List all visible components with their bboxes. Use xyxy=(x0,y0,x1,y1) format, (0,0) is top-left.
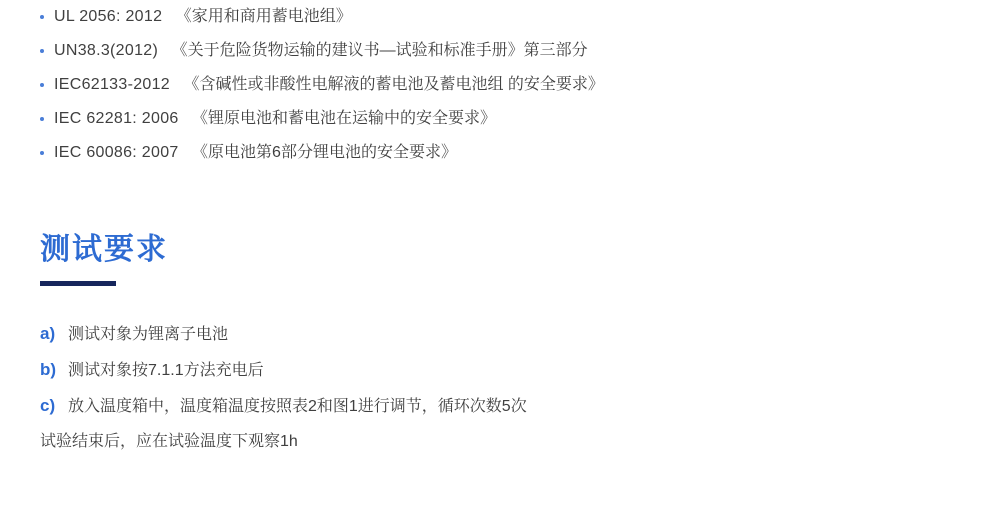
bullet-icon xyxy=(40,151,44,155)
standard-code: IEC62133-2012 xyxy=(54,76,170,93)
bullet-icon xyxy=(40,15,44,19)
standard-code: IEC 60086: 2007 xyxy=(54,144,179,161)
bullet-icon xyxy=(40,83,44,87)
requirement-item xyxy=(40,316,1000,352)
requirement-text: 放入温度箱中，温度箱温度按照表2和图1进行调节，循环次数5次 xyxy=(68,398,527,415)
requirement-marker: b) xyxy=(40,360,57,379)
standard-title: 《家用和商用蓄电池组》 xyxy=(175,8,352,25)
standard-code: UN38.3(2012) xyxy=(54,42,159,59)
standard-code: IEC 62281: 2006 xyxy=(54,110,179,127)
standard-item xyxy=(40,68,1000,102)
standard-code: UL 2056: 2012 xyxy=(54,8,163,25)
standard-item xyxy=(40,34,1000,68)
requirement-item xyxy=(40,352,1000,388)
standard-item xyxy=(40,0,1000,34)
standard-title: 《锂原电池和蓄电池在运输中的安全要求》 xyxy=(192,110,497,127)
requirement-item xyxy=(40,388,1000,424)
requirement-text: 测试对象按7.1.1方法充电后 xyxy=(68,362,264,379)
requirement-marker: a) xyxy=(40,324,56,343)
requirement-note: 试验结束后，应在试验温度下观察1h xyxy=(40,433,298,450)
section-title: 测试要求 xyxy=(40,233,168,266)
bullet-icon xyxy=(40,49,44,53)
title-underline-decoration xyxy=(40,281,116,286)
standard-title: 《原电池第6部分锂电池的安全要求》 xyxy=(192,144,457,161)
requirement-text: 测试对象为锂离子电池 xyxy=(68,326,229,343)
standard-title: 《关于危险货物运输的建议书—试验和标准手册》第三部分 xyxy=(171,42,588,59)
standards-list xyxy=(40,0,1000,170)
requirement-marker: c) xyxy=(40,396,56,415)
requirements-list xyxy=(40,316,1000,459)
standard-item xyxy=(40,136,1000,170)
bullet-icon xyxy=(40,117,44,121)
standard-item xyxy=(40,102,1000,136)
standard-title: 《含碱性或非酸性电解液的蓄电池及蓄电池组 的安全要求》 xyxy=(183,76,604,93)
